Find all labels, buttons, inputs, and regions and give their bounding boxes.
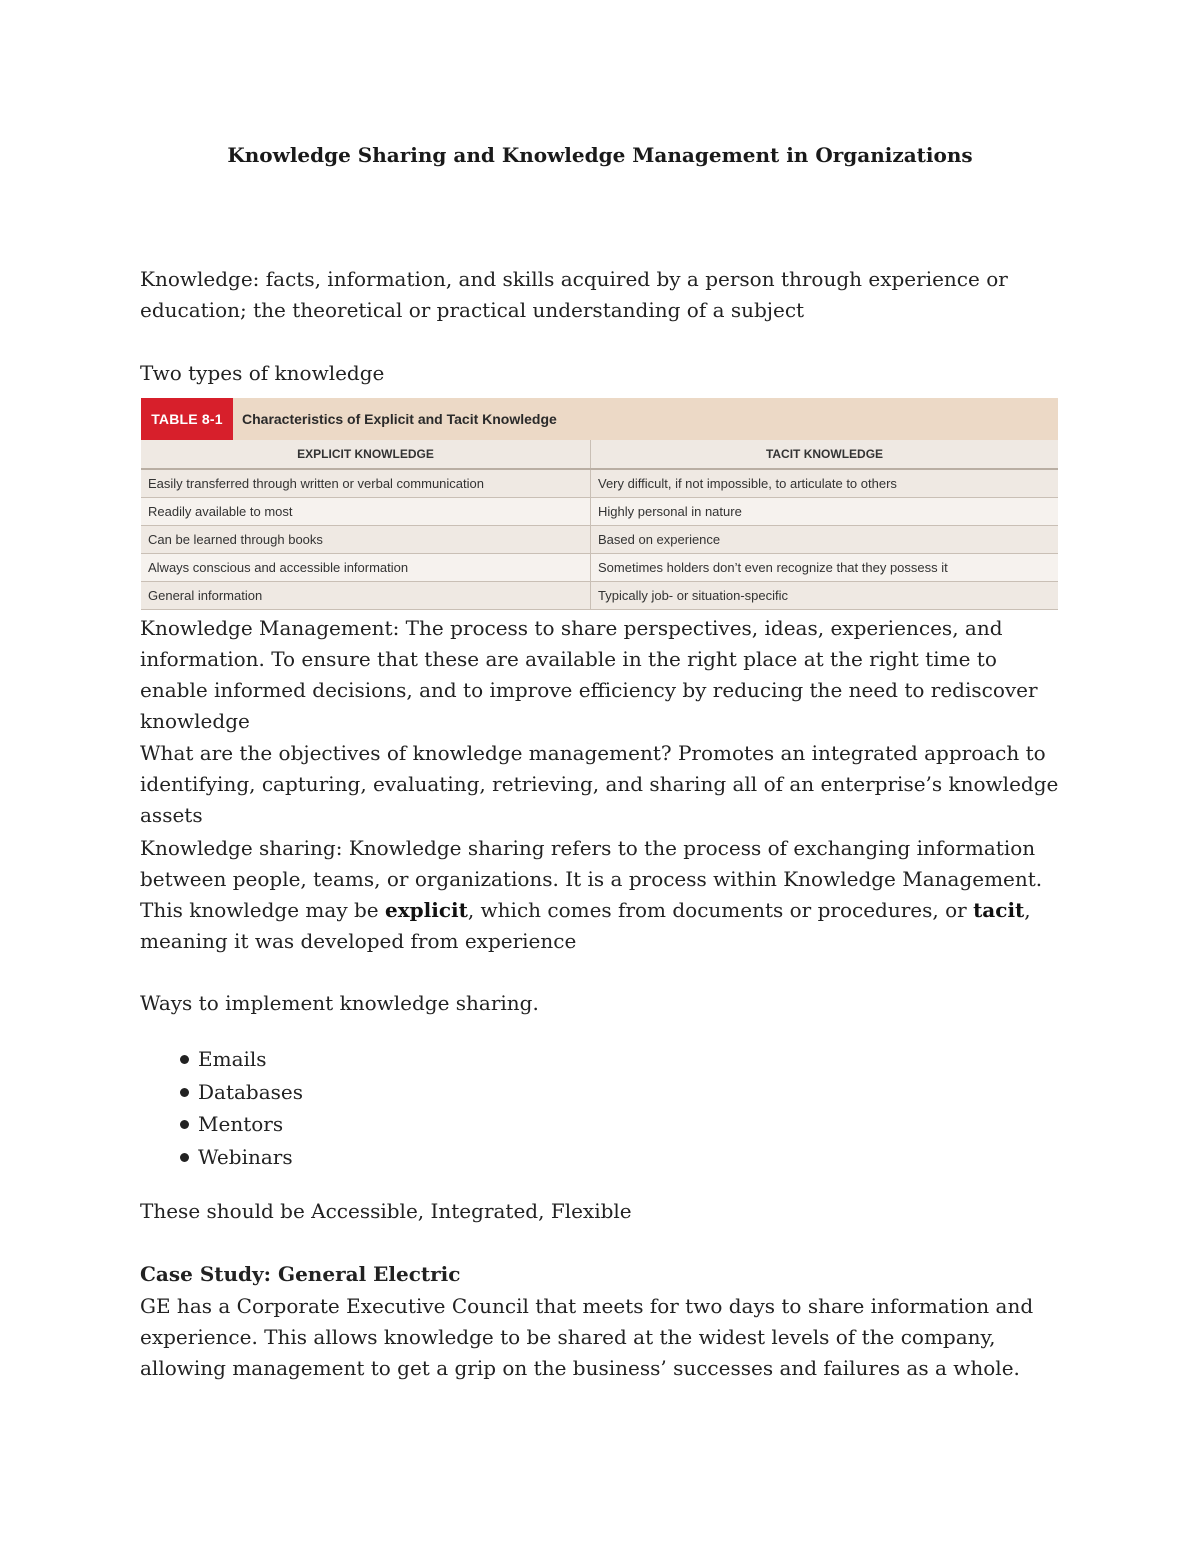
table-cell-tacit: Based on experience bbox=[591, 526, 1059, 554]
ks-text-part2: , which comes from documents or procedures, or bbox=[467, 898, 974, 922]
table-row bbox=[141, 498, 1058, 526]
table-header-row bbox=[141, 440, 1058, 469]
table-caption: Characteristics of Explicit and Tacit Knowledge bbox=[242, 411, 557, 427]
list-item bbox=[180, 1108, 303, 1141]
list-item bbox=[180, 1141, 303, 1174]
km-objectives-paragraph: What are the objectives of knowledge management? Promotes an integrated approach to identifying, capturing, evaluating, retrieving, and sharing all of an enterprise’s knowledge assets bbox=[140, 741, 1059, 827]
case-study-heading: Case Study: General Electric bbox=[140, 1262, 461, 1286]
list-item-label: Webinars bbox=[198, 1144, 293, 1169]
table-cell-explicit: Always conscious and accessible information bbox=[141, 554, 591, 582]
table-number-tag: TABLE 8-1 bbox=[141, 398, 233, 440]
two-types-heading: Two types of knowledge bbox=[140, 361, 385, 385]
knowledge-definition: Knowledge: facts, information, and skills acquired by a person through experience or education; the theoretical or practical understanding of a subject bbox=[140, 267, 1008, 322]
table-grid bbox=[141, 440, 1058, 610]
ks-text-part3: , meaning it was developed from experience bbox=[140, 898, 1031, 953]
knowledge-sharing-paragraph bbox=[140, 833, 1065, 957]
list-item-label: Databases bbox=[198, 1079, 304, 1104]
ways-heading: Ways to implement knowledge sharing. bbox=[140, 991, 539, 1015]
list-item bbox=[180, 1076, 303, 1109]
ks-tacit-term: tacit bbox=[973, 898, 1025, 922]
bullet-icon bbox=[180, 1088, 189, 1097]
table-cell-tacit: Typically job- or situation-specific bbox=[591, 582, 1059, 610]
table-cell-explicit: General information bbox=[141, 582, 591, 610]
table-header-band bbox=[141, 398, 1058, 440]
table-cell-tacit: Sometimes holders don’t even recognize that they possess it bbox=[591, 554, 1059, 582]
table-row bbox=[141, 469, 1058, 498]
knowledge-types-table bbox=[141, 398, 1058, 604]
column-header-explicit: EXPLICIT KNOWLEDGE bbox=[141, 440, 591, 469]
page-title: Knowledge Sharing and Knowledge Management in Organizations bbox=[227, 143, 973, 167]
ways-list bbox=[180, 1043, 303, 1173]
column-header-tacit: TACIT KNOWLEDGE bbox=[591, 440, 1059, 469]
list-item-label: Mentors bbox=[198, 1112, 284, 1136]
bullet-icon bbox=[180, 1153, 189, 1162]
list-item-label: Emails bbox=[198, 1047, 267, 1071]
bullet-icon bbox=[180, 1120, 189, 1129]
ks-explicit-term: explicit bbox=[384, 898, 468, 922]
case-study-body: GE has a Corporate Executive Council that meets for two days to share information and experience. This allows knowledge to be shared at the widest levels of the company, allowing management to get a grip on the business’ successes and failures as a whole. bbox=[140, 1294, 1034, 1380]
qualities-line: These should be Accessible, Integrated, Flexible bbox=[140, 1199, 632, 1223]
list-item bbox=[180, 1043, 303, 1076]
table-row bbox=[141, 554, 1058, 582]
table-row bbox=[141, 526, 1058, 554]
table-cell-explicit: Easily transferred through written or verbal communication bbox=[141, 469, 591, 498]
table-row bbox=[141, 582, 1058, 610]
table-cell-explicit: Can be learned through books bbox=[141, 526, 591, 554]
table-cell-tacit: Highly personal in nature bbox=[591, 498, 1059, 526]
ks-text-part1: Knowledge sharing: Knowledge sharing refers to the process of exchanging information between people, teams, or organizations. It is a process within Knowledge Management. This knowledge may be bbox=[140, 836, 1043, 922]
table-cell-explicit: Readily available to most bbox=[141, 498, 591, 526]
bullet-icon bbox=[180, 1055, 189, 1064]
table-cell-tacit: Very difficult, if not impossible, to articulate to others bbox=[591, 469, 1059, 498]
knowledge-management-definition: Knowledge Management: The process to share perspectives, ideas, experiences, and information. To ensure that these are available in the right place at the right time to enable informed decisions, and to improve efficiency by reducing the need to rediscover knowledge bbox=[140, 616, 1038, 733]
